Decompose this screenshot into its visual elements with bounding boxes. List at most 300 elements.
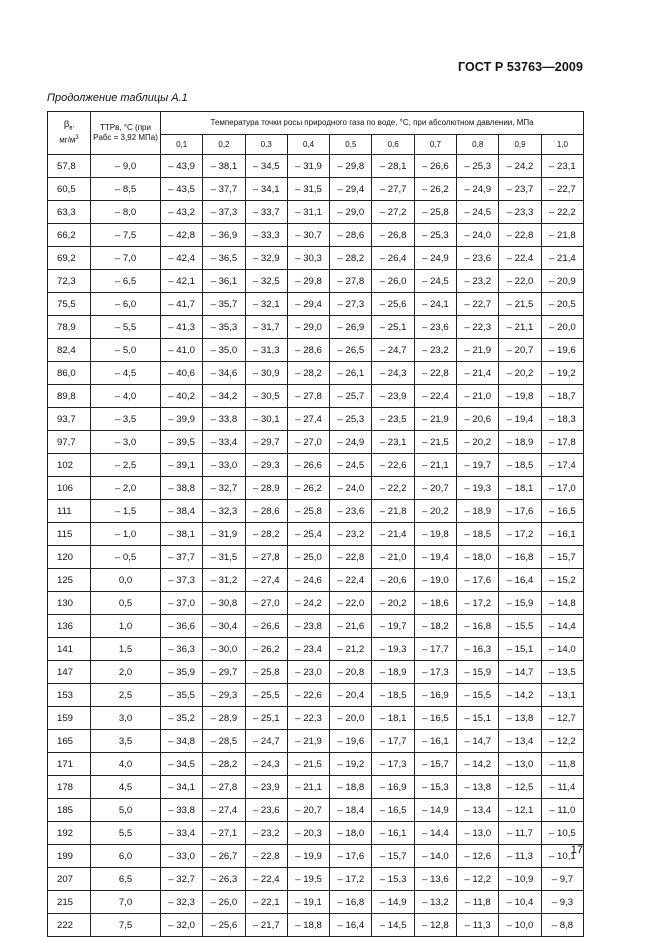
table-row: [48, 638, 584, 661]
table-row: [48, 385, 584, 408]
dew-point-cell: – 9,7: [541, 868, 583, 891]
dew-point-cell: – 32,7: [203, 477, 245, 500]
beta-cell: 75,5: [48, 293, 91, 316]
dew-point-cell: – 35,9: [161, 661, 203, 684]
ttr-cell: 0,5: [91, 592, 161, 615]
dew-point-cell: – 22,6: [372, 454, 414, 477]
dew-point-cell: – 22,0: [499, 270, 541, 293]
beta-cell: 153: [48, 684, 91, 707]
table-row: [48, 615, 584, 638]
dew-point-cell: – 20,2: [414, 500, 456, 523]
dew-point-cell: – 31,5: [287, 178, 329, 201]
beta-cell: 165: [48, 730, 91, 753]
dew-point-cell: – 17,6: [330, 845, 372, 868]
dew-point-cell: – 16,3: [457, 638, 499, 661]
ttr-cell: – 2,5: [91, 454, 161, 477]
dew-point-cell: – 24,7: [372, 339, 414, 362]
dew-point-cell: – 18,1: [372, 707, 414, 730]
dew-point-cell: – 18,0: [330, 822, 372, 845]
dew-point-cell: – 16,8: [457, 615, 499, 638]
dew-point-cell: – 24,3: [245, 753, 287, 776]
header-beta-unit-sup: 3: [75, 135, 79, 142]
beta-cell: 147: [48, 661, 91, 684]
dew-point-cell: – 22,2: [541, 201, 583, 224]
table-row: [48, 799, 584, 822]
beta-cell: 57,8: [48, 155, 91, 178]
dew-point-cell: – 20,6: [372, 569, 414, 592]
dew-point-cell: – 12,6: [457, 845, 499, 868]
table-row: [48, 661, 584, 684]
dew-point-cell: – 19,7: [372, 615, 414, 638]
table-row: [48, 155, 584, 178]
standard-number: ГОСТ Р 53763—2009: [457, 60, 583, 74]
dew-point-cell: – 18,8: [287, 914, 329, 937]
dew-point-cell: – 25,8: [287, 500, 329, 523]
dew-point-cell: – 26,6: [245, 615, 287, 638]
table-row: [48, 822, 584, 845]
ttr-cell: – 6,5: [91, 270, 161, 293]
dew-point-cell: – 19,9: [287, 845, 329, 868]
ttr-cell: 1,0: [91, 615, 161, 638]
dew-point-cell: – 24,2: [499, 155, 541, 178]
dew-point-cell: – 22,4: [414, 385, 456, 408]
dew-point-cell: – 17,2: [499, 523, 541, 546]
beta-cell: 115: [48, 523, 91, 546]
dew-point-cell: – 36,5: [203, 247, 245, 270]
beta-cell: 192: [48, 822, 91, 845]
ttr-cell: 2,0: [91, 661, 161, 684]
dew-point-cell: – 34,1: [245, 178, 287, 201]
ttr-cell: – 3,0: [91, 431, 161, 454]
dew-point-cell: – 23,6: [245, 799, 287, 822]
dew-point-cell: – 27,8: [287, 385, 329, 408]
dew-point-cell: – 18,4: [330, 799, 372, 822]
dew-point-cell: – 16,8: [499, 546, 541, 569]
dew-point-cell: – 27,4: [287, 408, 329, 431]
beta-cell: 111: [48, 500, 91, 523]
dew-point-cell: – 40,6: [161, 362, 203, 385]
dew-point-cell: – 27,8: [330, 270, 372, 293]
dew-point-cell: – 25,3: [457, 155, 499, 178]
pressure-header-cell: 0,9: [499, 135, 541, 155]
dew-point-cell: – 18,3: [541, 408, 583, 431]
header-beta: $\beta_в$, $мг/м^3$: [48, 112, 91, 155]
dew-point-cell: – 33,8: [203, 408, 245, 431]
dew-point-cell: – 16,4: [499, 569, 541, 592]
dew-point-cell: – 29,0: [287, 316, 329, 339]
dew-point-cell: – 18,9: [372, 661, 414, 684]
pressure-header-cell: 0,4: [287, 135, 329, 155]
dew-point-cell: – 34,2: [203, 385, 245, 408]
dew-point-cell: – 16,1: [414, 730, 456, 753]
dew-point-cell: – 15,5: [457, 684, 499, 707]
dew-point-cell: – 18,5: [499, 454, 541, 477]
dew-point-cell: – 24,9: [414, 247, 456, 270]
dew-point-cell: – 30,3: [287, 247, 329, 270]
dew-point-cell: – 21,0: [457, 385, 499, 408]
table-row: [48, 753, 584, 776]
dew-point-cell: – 21,4: [372, 523, 414, 546]
pressure-header-cell: 0,3: [245, 135, 287, 155]
dew-point-cell: – 18,5: [457, 523, 499, 546]
dew-point-cell: – 31,3: [245, 339, 287, 362]
dew-point-cell: – 21,1: [414, 454, 456, 477]
dew-point-cell: – 15,2: [541, 569, 583, 592]
dew-point-cell: – 23,1: [541, 155, 583, 178]
dew-point-cell: – 17,6: [499, 500, 541, 523]
dew-point-cell: – 14,4: [414, 822, 456, 845]
dew-point-cell: – 11,7: [499, 822, 541, 845]
dew-point-cell: – 19,3: [457, 477, 499, 500]
table-row: [48, 730, 584, 753]
dew-point-cell: – 17,4: [541, 454, 583, 477]
dew-point-cell: – 35,2: [161, 707, 203, 730]
dew-point-cell: – 18,5: [372, 684, 414, 707]
dew-point-cell: – 28,6: [287, 339, 329, 362]
dew-point-cell: – 24,5: [414, 270, 456, 293]
table-row: [48, 247, 584, 270]
dew-point-cell: – 30,5: [245, 385, 287, 408]
dew-point-cell: – 18,6: [414, 592, 456, 615]
dew-point-cell: – 14,2: [499, 684, 541, 707]
dew-point-cell: – 22,1: [245, 891, 287, 914]
dew-point-cell: – 19,0: [414, 569, 456, 592]
dew-point-cell: – 39,9: [161, 408, 203, 431]
dew-point-cell: – 21,6: [330, 615, 372, 638]
dew-point-cell: – 25,3: [414, 224, 456, 247]
dew-point-cell: – 31,7: [245, 316, 287, 339]
dew-point-cell: – 28,1: [372, 155, 414, 178]
table-row: [48, 224, 584, 247]
dew-point-cell: – 26,2: [414, 178, 456, 201]
ttr-cell: 5,5: [91, 822, 161, 845]
beta-cell: 69,2: [48, 247, 91, 270]
ttr-cell: 0,0: [91, 569, 161, 592]
dew-point-cell: – 27,2: [372, 201, 414, 224]
dew-point-cell: – 23,4: [287, 638, 329, 661]
dew-point-cell: – 31,9: [203, 523, 245, 546]
dew-point-cell: – 14,7: [499, 661, 541, 684]
dew-point-cell: – 10,9: [499, 868, 541, 891]
dew-point-cell: – 29,8: [330, 155, 372, 178]
dew-point-cell: – 21,5: [499, 293, 541, 316]
dew-point-cell: – 26,6: [414, 155, 456, 178]
dew-point-cell: – 32,1: [245, 293, 287, 316]
dew-point-cell: – 33,0: [161, 845, 203, 868]
table-continuation-caption: Продолжение таблицы А.1: [47, 92, 188, 104]
dew-point-cell: – 16,5: [372, 799, 414, 822]
dew-point-cell: – 21,8: [541, 224, 583, 247]
ttr-cell: 3,0: [91, 707, 161, 730]
dew-point-cell: – 22,7: [457, 293, 499, 316]
beta-cell: 97,7: [48, 431, 91, 454]
dew-point-cell: – 16,1: [541, 523, 583, 546]
dew-point-cell: – 34,5: [161, 753, 203, 776]
table-row: [48, 707, 584, 730]
dew-point-cell: – 18,1: [499, 477, 541, 500]
dew-point-cell: – 23,6: [414, 316, 456, 339]
dew-point-cell: – 28,2: [330, 247, 372, 270]
dew-point-cell: – 27,7: [372, 178, 414, 201]
dew-point-cell: – 15,9: [499, 592, 541, 615]
dew-point-cell: – 23,2: [457, 270, 499, 293]
ttr-cell: – 3,5: [91, 408, 161, 431]
header-beta-unit: мг/м: [59, 136, 76, 146]
dew-point-cell: – 38,8: [161, 477, 203, 500]
beta-cell: 136: [48, 615, 91, 638]
dew-point-cell: – 13,6: [414, 868, 456, 891]
dew-point-cell: – 11,8: [541, 753, 583, 776]
dew-point-cell: – 42,1: [161, 270, 203, 293]
ttr-cell: – 4,0: [91, 385, 161, 408]
dew-point-cell: – 22,3: [287, 707, 329, 730]
dew-point-cell: – 23,7: [499, 178, 541, 201]
dew-point-cell: – 22,7: [541, 178, 583, 201]
ttr-cell: – 1,0: [91, 523, 161, 546]
dew-point-cell: – 18,9: [499, 431, 541, 454]
dew-point-cell: – 17,3: [372, 753, 414, 776]
dew-point-cell: – 12,2: [541, 730, 583, 753]
dew-point-cell: – 38,1: [161, 523, 203, 546]
dew-point-cell: – 37,3: [161, 569, 203, 592]
dew-point-cell: – 25,1: [372, 316, 414, 339]
dew-point-cell: – 13,0: [499, 753, 541, 776]
dew-point-cell: – 41,0: [161, 339, 203, 362]
dew-point-cell: – 21,4: [541, 247, 583, 270]
dew-point-cell: – 17,2: [330, 868, 372, 891]
dew-point-cell: – 27,8: [203, 776, 245, 799]
table-row: [48, 339, 584, 362]
dew-point-cell: – 29,7: [245, 431, 287, 454]
dew-point-cell: – 27,0: [245, 592, 287, 615]
beta-cell: 120: [48, 546, 91, 569]
dew-point-cell: – 15,9: [457, 661, 499, 684]
dew-point-cell: – 29,3: [203, 684, 245, 707]
dew-point-cell: – 17,2: [457, 592, 499, 615]
dew-point-cell: – 30,1: [245, 408, 287, 431]
header-ttr: [91, 112, 161, 155]
dew-point-cell: – 20,6: [457, 408, 499, 431]
table-row: [48, 546, 584, 569]
dew-point-cell: – 36,3: [161, 638, 203, 661]
header-ttr-line2: Pабс = 3,92 МПа): [93, 133, 158, 142]
dew-point-cell: – 18,0: [457, 546, 499, 569]
dew-point-cell: – 21,4: [457, 362, 499, 385]
dew-point-cell: – 27,4: [203, 799, 245, 822]
dew-point-cell: – 15,7: [541, 546, 583, 569]
dew-point-cell: – 11,3: [499, 845, 541, 868]
dew-point-cell: – 23,9: [372, 385, 414, 408]
table-row: [48, 891, 584, 914]
dew-point-cell: – 37,7: [203, 178, 245, 201]
dew-point-cell: – 19,4: [414, 546, 456, 569]
beta-cell: 125: [48, 569, 91, 592]
dew-point-cell: – 20,7: [499, 339, 541, 362]
dew-point-cell: – 22,4: [245, 868, 287, 891]
dew-point-cell: – 20,7: [414, 477, 456, 500]
dew-point-cell: – 35,5: [161, 684, 203, 707]
dew-point-cell: – 24,6: [287, 569, 329, 592]
header-beta-symbol: β: [63, 118, 70, 130]
dew-point-cell: – 20,2: [372, 592, 414, 615]
dew-point-cell: – 16,1: [372, 822, 414, 845]
dew-point-cell: – 14,4: [541, 615, 583, 638]
dew-point-cell: – 25,4: [287, 523, 329, 546]
beta-cell: 60,5: [48, 178, 91, 201]
dew-point-cell: – 13,1: [541, 684, 583, 707]
dew-point-cell: – 20,9: [541, 270, 583, 293]
dew-point-cell: – 15,1: [457, 707, 499, 730]
dew-point-cell: – 16,9: [372, 776, 414, 799]
beta-cell: 82,4: [48, 339, 91, 362]
beta-cell: 78,9: [48, 316, 91, 339]
dew-point-cell: – 24,0: [330, 477, 372, 500]
ttr-cell: 2,5: [91, 684, 161, 707]
pressure-header-cell: 1,0: [541, 135, 583, 155]
table-row: [48, 523, 584, 546]
dew-point-cell: – 18,2: [414, 615, 456, 638]
dew-point-cell: – 19,8: [414, 523, 456, 546]
dew-point-cell: – 34,5: [245, 155, 287, 178]
dew-point-cell: – 16,4: [330, 914, 372, 937]
dew-point-cell: – 32,0: [161, 914, 203, 937]
dew-point-cell: – 33,4: [161, 822, 203, 845]
beta-cell: 185: [48, 799, 91, 822]
dew-point-cell: – 17,8: [541, 431, 583, 454]
dew-point-cell: – 13,2: [414, 891, 456, 914]
dew-point-cell: – 11,0: [541, 799, 583, 822]
dew-point-cell: – 33,4: [203, 431, 245, 454]
dew-point-cell: – 43,2: [161, 201, 203, 224]
table-row: [48, 362, 584, 385]
dew-point-cell: – 24,9: [457, 178, 499, 201]
ttr-cell: 7,5: [91, 914, 161, 937]
dew-point-cell: – 20,2: [499, 362, 541, 385]
dew-point-cell: – 24,5: [457, 201, 499, 224]
dew-point-cell: – 38,1: [203, 155, 245, 178]
dew-point-cell: – 39,5: [161, 431, 203, 454]
dew-point-cell: – 13,8: [499, 707, 541, 730]
dew-point-cell: – 30,0: [203, 638, 245, 661]
dew-point-cell: – 27,1: [203, 822, 245, 845]
dew-point-cell: – 25,3: [330, 408, 372, 431]
dew-point-cell: – 19,8: [499, 385, 541, 408]
dew-point-cell: – 14,9: [372, 891, 414, 914]
dew-point-cell: – 13,4: [499, 730, 541, 753]
dew-point-cell: – 26,2: [245, 638, 287, 661]
dew-point-cell: – 17,0: [541, 477, 583, 500]
dew-point-cell: – 14,2: [457, 753, 499, 776]
pressure-header-cell: 0,8: [457, 135, 499, 155]
dew-point-cell: – 30,8: [203, 592, 245, 615]
dew-point-cell: – 16,5: [541, 500, 583, 523]
dew-point-cell: – 14,9: [414, 799, 456, 822]
header-pressure-span: Температура точки росы природного газа по воде, °С, при абсолютном давлении, МПа: [161, 112, 584, 135]
dew-point-cell: – 23,0: [287, 661, 329, 684]
dew-point-cell: – 31,1: [287, 201, 329, 224]
dew-point-cell: – 11,4: [541, 776, 583, 799]
dew-point-cell: – 31,9: [287, 155, 329, 178]
dew-point-cell: – 27,8: [245, 546, 287, 569]
dew-point-cell: – 25,1: [245, 707, 287, 730]
table-row: [48, 592, 584, 615]
pressure-header-cell: 0,6: [372, 135, 414, 155]
dew-point-cell: – 33,3: [245, 224, 287, 247]
dew-point-cell: – 18,9: [457, 500, 499, 523]
beta-cell: 93,7: [48, 408, 91, 431]
dew-point-cell: – 14,0: [541, 638, 583, 661]
dew-point-cell: – 41,7: [161, 293, 203, 316]
dew-point-cell: – 10,4: [499, 891, 541, 914]
dew-point-cell: – 22,8: [245, 845, 287, 868]
ttr-cell: – 8,0: [91, 201, 161, 224]
dew-point-cell: – 19,4: [499, 408, 541, 431]
dew-point-cell: – 18,7: [541, 385, 583, 408]
dew-point-cell: – 36,1: [203, 270, 245, 293]
dew-point-cell: – 19,6: [330, 730, 372, 753]
dew-point-cell: – 13,5: [541, 661, 583, 684]
dew-point-cell: – 22,8: [330, 546, 372, 569]
dew-point-cell: – 27,4: [245, 569, 287, 592]
dew-point-cell: – 14,7: [457, 730, 499, 753]
dew-point-cell: – 15,3: [372, 868, 414, 891]
dew-point-cell: – 16,5: [414, 707, 456, 730]
beta-cell: 72,3: [48, 270, 91, 293]
dew-point-cell: – 30,7: [287, 224, 329, 247]
dew-point-cell: – 11,3: [457, 914, 499, 937]
beta-cell: 178: [48, 776, 91, 799]
dew-point-cell: – 27,3: [330, 293, 372, 316]
table-row: [48, 500, 584, 523]
dew-point-cell: – 36,6: [161, 615, 203, 638]
dew-point-cell: – 32,9: [245, 247, 287, 270]
dew-point-cell: – 37,7: [161, 546, 203, 569]
beta-cell: 86,0: [48, 362, 91, 385]
ttr-cell: 6,5: [91, 868, 161, 891]
dew-point-cell: – 29,8: [287, 270, 329, 293]
dew-point-cell: – 12,5: [499, 776, 541, 799]
dew-point-cell: – 9,3: [541, 891, 583, 914]
dew-point-cell: – 34,1: [161, 776, 203, 799]
ttr-cell: 1,5: [91, 638, 161, 661]
table-row: [48, 454, 584, 477]
dew-point-cell: – 28,2: [287, 362, 329, 385]
dew-point-cell: – 25,0: [287, 546, 329, 569]
dew-point-cell: – 24,7: [245, 730, 287, 753]
dew-point-cell: – 28,5: [203, 730, 245, 753]
table-row: [48, 316, 584, 339]
dew-point-cell: – 28,9: [203, 707, 245, 730]
pressure-header-cell: 0,7: [414, 135, 456, 155]
dew-point-cell: – 32,5: [245, 270, 287, 293]
ttr-cell: 4,0: [91, 753, 161, 776]
dew-point-cell: – 22,2: [372, 477, 414, 500]
dew-point-cell: – 23,1: [372, 431, 414, 454]
dew-point-cell: – 24,1: [414, 293, 456, 316]
dew-point-cell: – 34,6: [203, 362, 245, 385]
dew-point-cell: – 14,8: [541, 592, 583, 615]
dew-point-cell: – 23,8: [287, 615, 329, 638]
dew-point-cell: – 20,4: [330, 684, 372, 707]
dew-point-cell: – 13,4: [457, 799, 499, 822]
header-ttr-line1: ТТРв, °С (при: [100, 123, 151, 132]
ttr-cell: – 9,0: [91, 155, 161, 178]
dew-point-cell: – 27,0: [287, 431, 329, 454]
beta-cell: 141: [48, 638, 91, 661]
dew-point-cell: – 26,4: [372, 247, 414, 270]
dew-point-cell: – 10,0: [499, 914, 541, 937]
dew-point-cell: – 13,0: [457, 822, 499, 845]
